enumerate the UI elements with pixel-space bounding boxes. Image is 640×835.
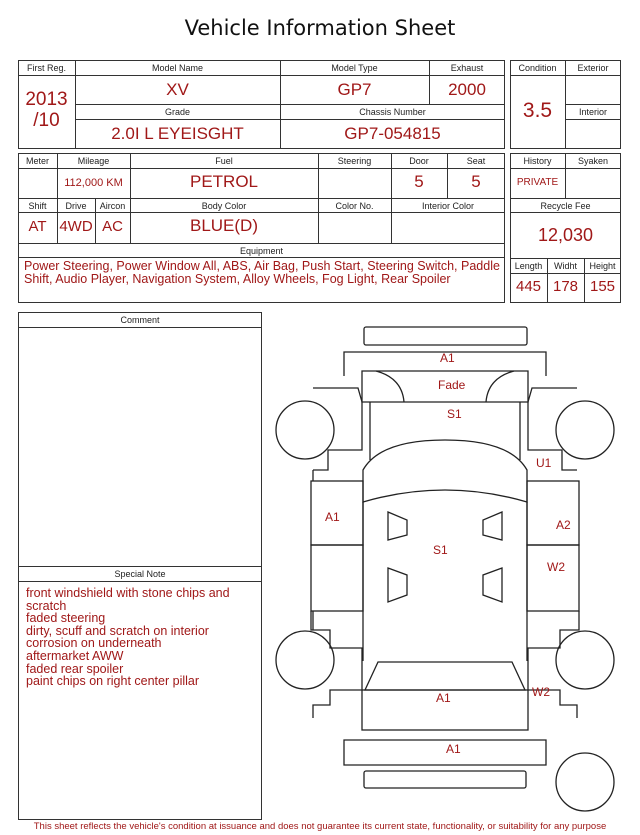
first-reg-year: 2013: [25, 89, 68, 110]
length-value: 445: [515, 278, 542, 295]
special-note-item: corrosion on underneath: [26, 636, 162, 651]
damage-trunk: A1: [436, 691, 451, 705]
special-note-item: scratch: [26, 598, 67, 613]
special-note-item: faded rear spoiler: [26, 661, 124, 676]
recycle-fee-value: 12,030: [537, 225, 594, 245]
model-type-value: GP7: [337, 80, 372, 99]
first-reg-label: First Reg.: [26, 63, 66, 73]
damage-hood-front: Fade: [438, 378, 466, 392]
fuel-value: PETROL: [189, 172, 259, 191]
height-label: Height: [589, 261, 616, 271]
special-note-item: paint chips on right center pillar: [26, 674, 200, 689]
aircon-label: Aircon: [99, 201, 126, 211]
seat-label: Seat: [466, 156, 486, 166]
body-color-value: BLUE(D): [189, 216, 258, 235]
door-value: 5: [414, 172, 424, 191]
equipment-list: Power Steering, Power Window All, ABS, Air Bag, Push Start, Steering Switch, Paddle Shift, Audio Player, Navigation System, Alloy Wheels, Fog Light, Rear Spoiler: [24, 259, 500, 286]
disclaimer-footer: This sheet reflects the vehicle's condition at issuance and does not guarantee its current state, functionality, or suitability for any purpose: [33, 821, 607, 832]
chassis-label: Chassis Number: [359, 107, 426, 117]
special-note-item: faded steering: [26, 611, 106, 626]
history-label: History: [523, 156, 552, 166]
first-reg-month: /10: [33, 110, 60, 131]
history-value: PRIVATE: [516, 177, 559, 188]
model-name-value: XV: [166, 80, 189, 99]
exterior-label: Exterior: [577, 63, 609, 73]
model-type-label: Model Type: [331, 63, 378, 73]
drive-value: 4WD: [59, 218, 93, 235]
meter-label: Meter: [25, 156, 49, 166]
length-label: Length: [514, 261, 543, 271]
mileage-label: Mileage: [77, 156, 110, 166]
exhaust-value: 2000: [448, 80, 486, 99]
damage-rear-bumper: A1: [446, 742, 461, 756]
recycle-fee-label: Recycle Fee: [540, 201, 591, 211]
chassis-value: GP7-054815: [344, 124, 441, 143]
exhaust-label: Exhaust: [450, 63, 484, 73]
special-note-item: front windshield with stone chips and: [26, 586, 230, 600]
damage-rear-quarter-right: W2: [532, 685, 550, 699]
width-label: Widht: [553, 261, 577, 271]
height-value: 155: [589, 278, 616, 295]
interior-color-label: Interior Color: [421, 201, 475, 211]
damage-left-front-door: A1: [325, 510, 340, 524]
equipment-label: Equipment: [239, 246, 284, 256]
special-note-label: Special Note: [114, 569, 166, 579]
model-name-label: Model Name: [151, 63, 204, 73]
damage-front-bumper: A1: [440, 351, 455, 365]
comment-label: Comment: [120, 315, 160, 325]
damage-right-front-door: A2: [556, 518, 571, 532]
shift-label: Shift: [28, 201, 47, 211]
special-note-item: dirty, scuff and scratch on interior: [26, 623, 209, 638]
body-color-label: Body Color: [201, 201, 247, 211]
fuel-label: Fuel: [215, 156, 233, 166]
interior-label: Interior: [578, 107, 607, 117]
steering-label: Steering: [337, 156, 372, 166]
damage-right-rear-door: W2: [547, 560, 565, 574]
condition-value: 3.5: [522, 99, 553, 122]
mileage-value: 112,000 KM: [64, 177, 123, 189]
special-note-item: aftermarket AWW: [26, 648, 124, 663]
shift-value: AT: [28, 218, 47, 235]
drive-label: Drive: [65, 201, 87, 211]
damage-right-front-fender: U1: [536, 456, 552, 470]
condition-label: Condition: [518, 63, 557, 73]
syaken-label: Syaken: [577, 156, 609, 166]
sheet-title: Vehicle Information Sheet: [184, 16, 456, 40]
color-no-label: Color No.: [335, 201, 374, 211]
grade-value: 2.0I L EYEISGHT: [111, 124, 244, 143]
damage-hood: S1: [447, 407, 462, 421]
damage-roof: S1: [433, 543, 448, 557]
width-value: 178: [552, 278, 579, 295]
seat-value: 5: [471, 172, 481, 191]
aircon-value: AC: [102, 218, 123, 235]
door-label: Door: [409, 156, 429, 166]
grade-label: Grade: [164, 107, 190, 117]
